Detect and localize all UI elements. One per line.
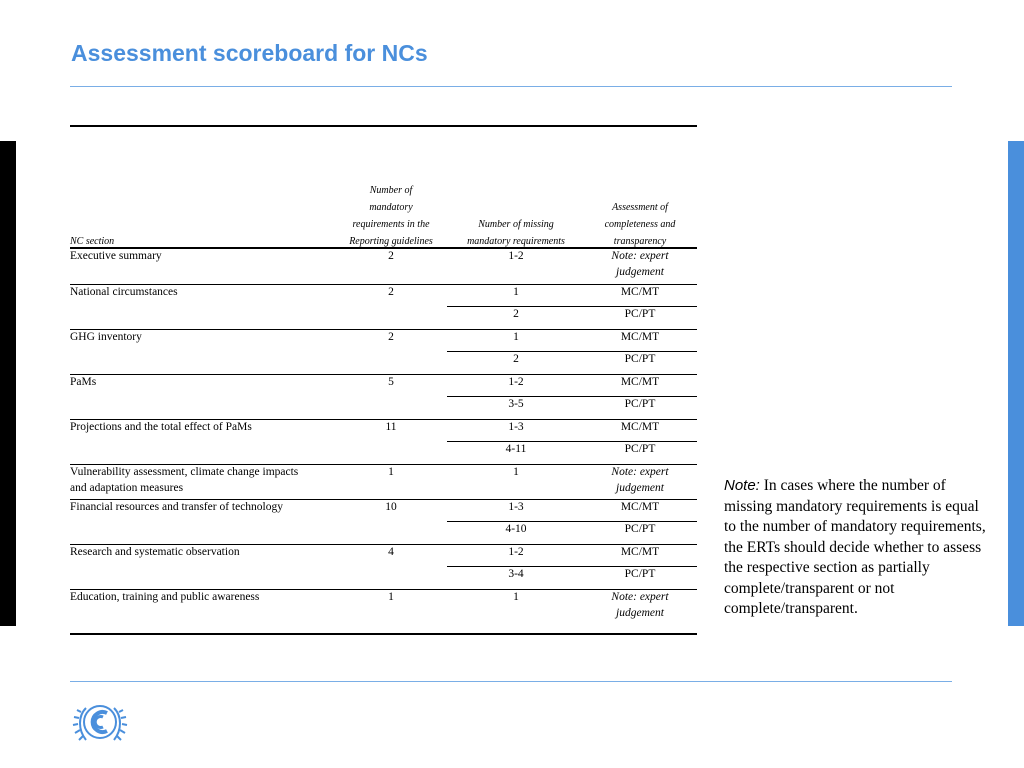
header-missing: Number of missing mandatory requirements bbox=[467, 219, 565, 247]
row-mandatory: 5 bbox=[388, 376, 394, 388]
note-box bbox=[724, 476, 992, 620]
table-top-rule bbox=[70, 125, 697, 127]
row-assessment: PC/PT bbox=[624, 308, 656, 320]
row-section: PaMs bbox=[70, 376, 97, 388]
header-mandatory: Number of mandatory requirements in the Reporting guidelines bbox=[349, 185, 433, 247]
row-missing: 1 bbox=[513, 591, 519, 603]
row-missing: 3-5 bbox=[508, 398, 524, 410]
row-section: National circumstances bbox=[70, 286, 178, 298]
row-assessment: PC/PT bbox=[624, 398, 656, 410]
title-divider bbox=[70, 86, 952, 87]
row-missing: 2 bbox=[513, 353, 519, 365]
row-mandatory: 1 bbox=[388, 591, 394, 603]
footer-divider bbox=[70, 681, 952, 682]
row-missing: 1-3 bbox=[508, 421, 524, 433]
row-missing: 1-2 bbox=[508, 546, 524, 558]
row-assessment: MC/MT bbox=[620, 421, 660, 433]
row-missing: 1-2 bbox=[508, 376, 524, 388]
row-assessment: MC/MT bbox=[620, 501, 660, 513]
row-section: Research and systematic observation bbox=[70, 546, 240, 558]
row-mandatory: 10 bbox=[385, 501, 397, 513]
row-missing: 1 bbox=[513, 286, 519, 298]
row-assessment: MC/MT bbox=[620, 376, 660, 388]
row-assessment: PC/PT bbox=[624, 353, 656, 365]
row-missing: 1-3 bbox=[508, 501, 524, 513]
row-assessment: MC/MT bbox=[620, 546, 660, 558]
row-missing: 1 bbox=[513, 331, 519, 343]
row-section: Education, training and public awareness bbox=[70, 591, 260, 603]
row-mandatory: 2 bbox=[388, 250, 394, 262]
row-missing: 4-11 bbox=[505, 443, 527, 455]
row-section: Vulnerability assessment, climate change impacts and adaptation measures bbox=[70, 466, 299, 494]
row-mandatory: 2 bbox=[388, 331, 394, 343]
header-section-label: NC section bbox=[70, 236, 115, 247]
row-assessment: Note: expert judgement bbox=[611, 591, 669, 619]
row-assessment: PC/PT bbox=[624, 568, 656, 580]
row-assessment: Note: expert judgement bbox=[611, 250, 669, 278]
row-mandatory: 2 bbox=[388, 286, 394, 298]
row-missing: 2 bbox=[513, 308, 519, 320]
row-section: Financial resources and transfer of technology bbox=[70, 501, 283, 513]
row-missing: 1-2 bbox=[508, 250, 524, 262]
row-mandatory: 11 bbox=[385, 421, 397, 433]
row-assessment: Note: expert judgement bbox=[611, 466, 669, 494]
row-assessment: PC/PT bbox=[624, 523, 656, 535]
unfccc-logo-icon bbox=[68, 696, 132, 750]
note-text: In cases where the number of missing mandatory requirements is equal to the number of mandatory requirements, the ERTs should decide whether to assess the respective section as partially complete/transparent or not complete/transparent. bbox=[724, 477, 986, 617]
table-bottom-rule bbox=[70, 633, 697, 635]
row-mandatory: 4 bbox=[388, 546, 394, 558]
row-section: GHG inventory bbox=[70, 331, 142, 343]
header-assessment: Assessment of completeness and transparency bbox=[604, 202, 676, 247]
row-assessment: MC/MT bbox=[620, 286, 660, 298]
row-assessment: PC/PT bbox=[624, 443, 656, 455]
right-edge-bar bbox=[1008, 141, 1024, 626]
row-section: Projections and the total effect of PaMs bbox=[70, 421, 252, 433]
scoreboard-table bbox=[70, 125, 697, 635]
row-section: Executive summary bbox=[70, 250, 162, 262]
page-title: Assessment scoreboard for NCs bbox=[71, 40, 428, 66]
row-missing: 1 bbox=[513, 466, 519, 478]
row-missing: 4-10 bbox=[505, 523, 527, 535]
row-assessment: MC/MT bbox=[620, 331, 660, 343]
row-mandatory: 1 bbox=[388, 466, 394, 478]
row-missing: 3-4 bbox=[508, 568, 524, 580]
left-edge-bar bbox=[0, 141, 16, 626]
note-label: Note: bbox=[724, 477, 760, 494]
